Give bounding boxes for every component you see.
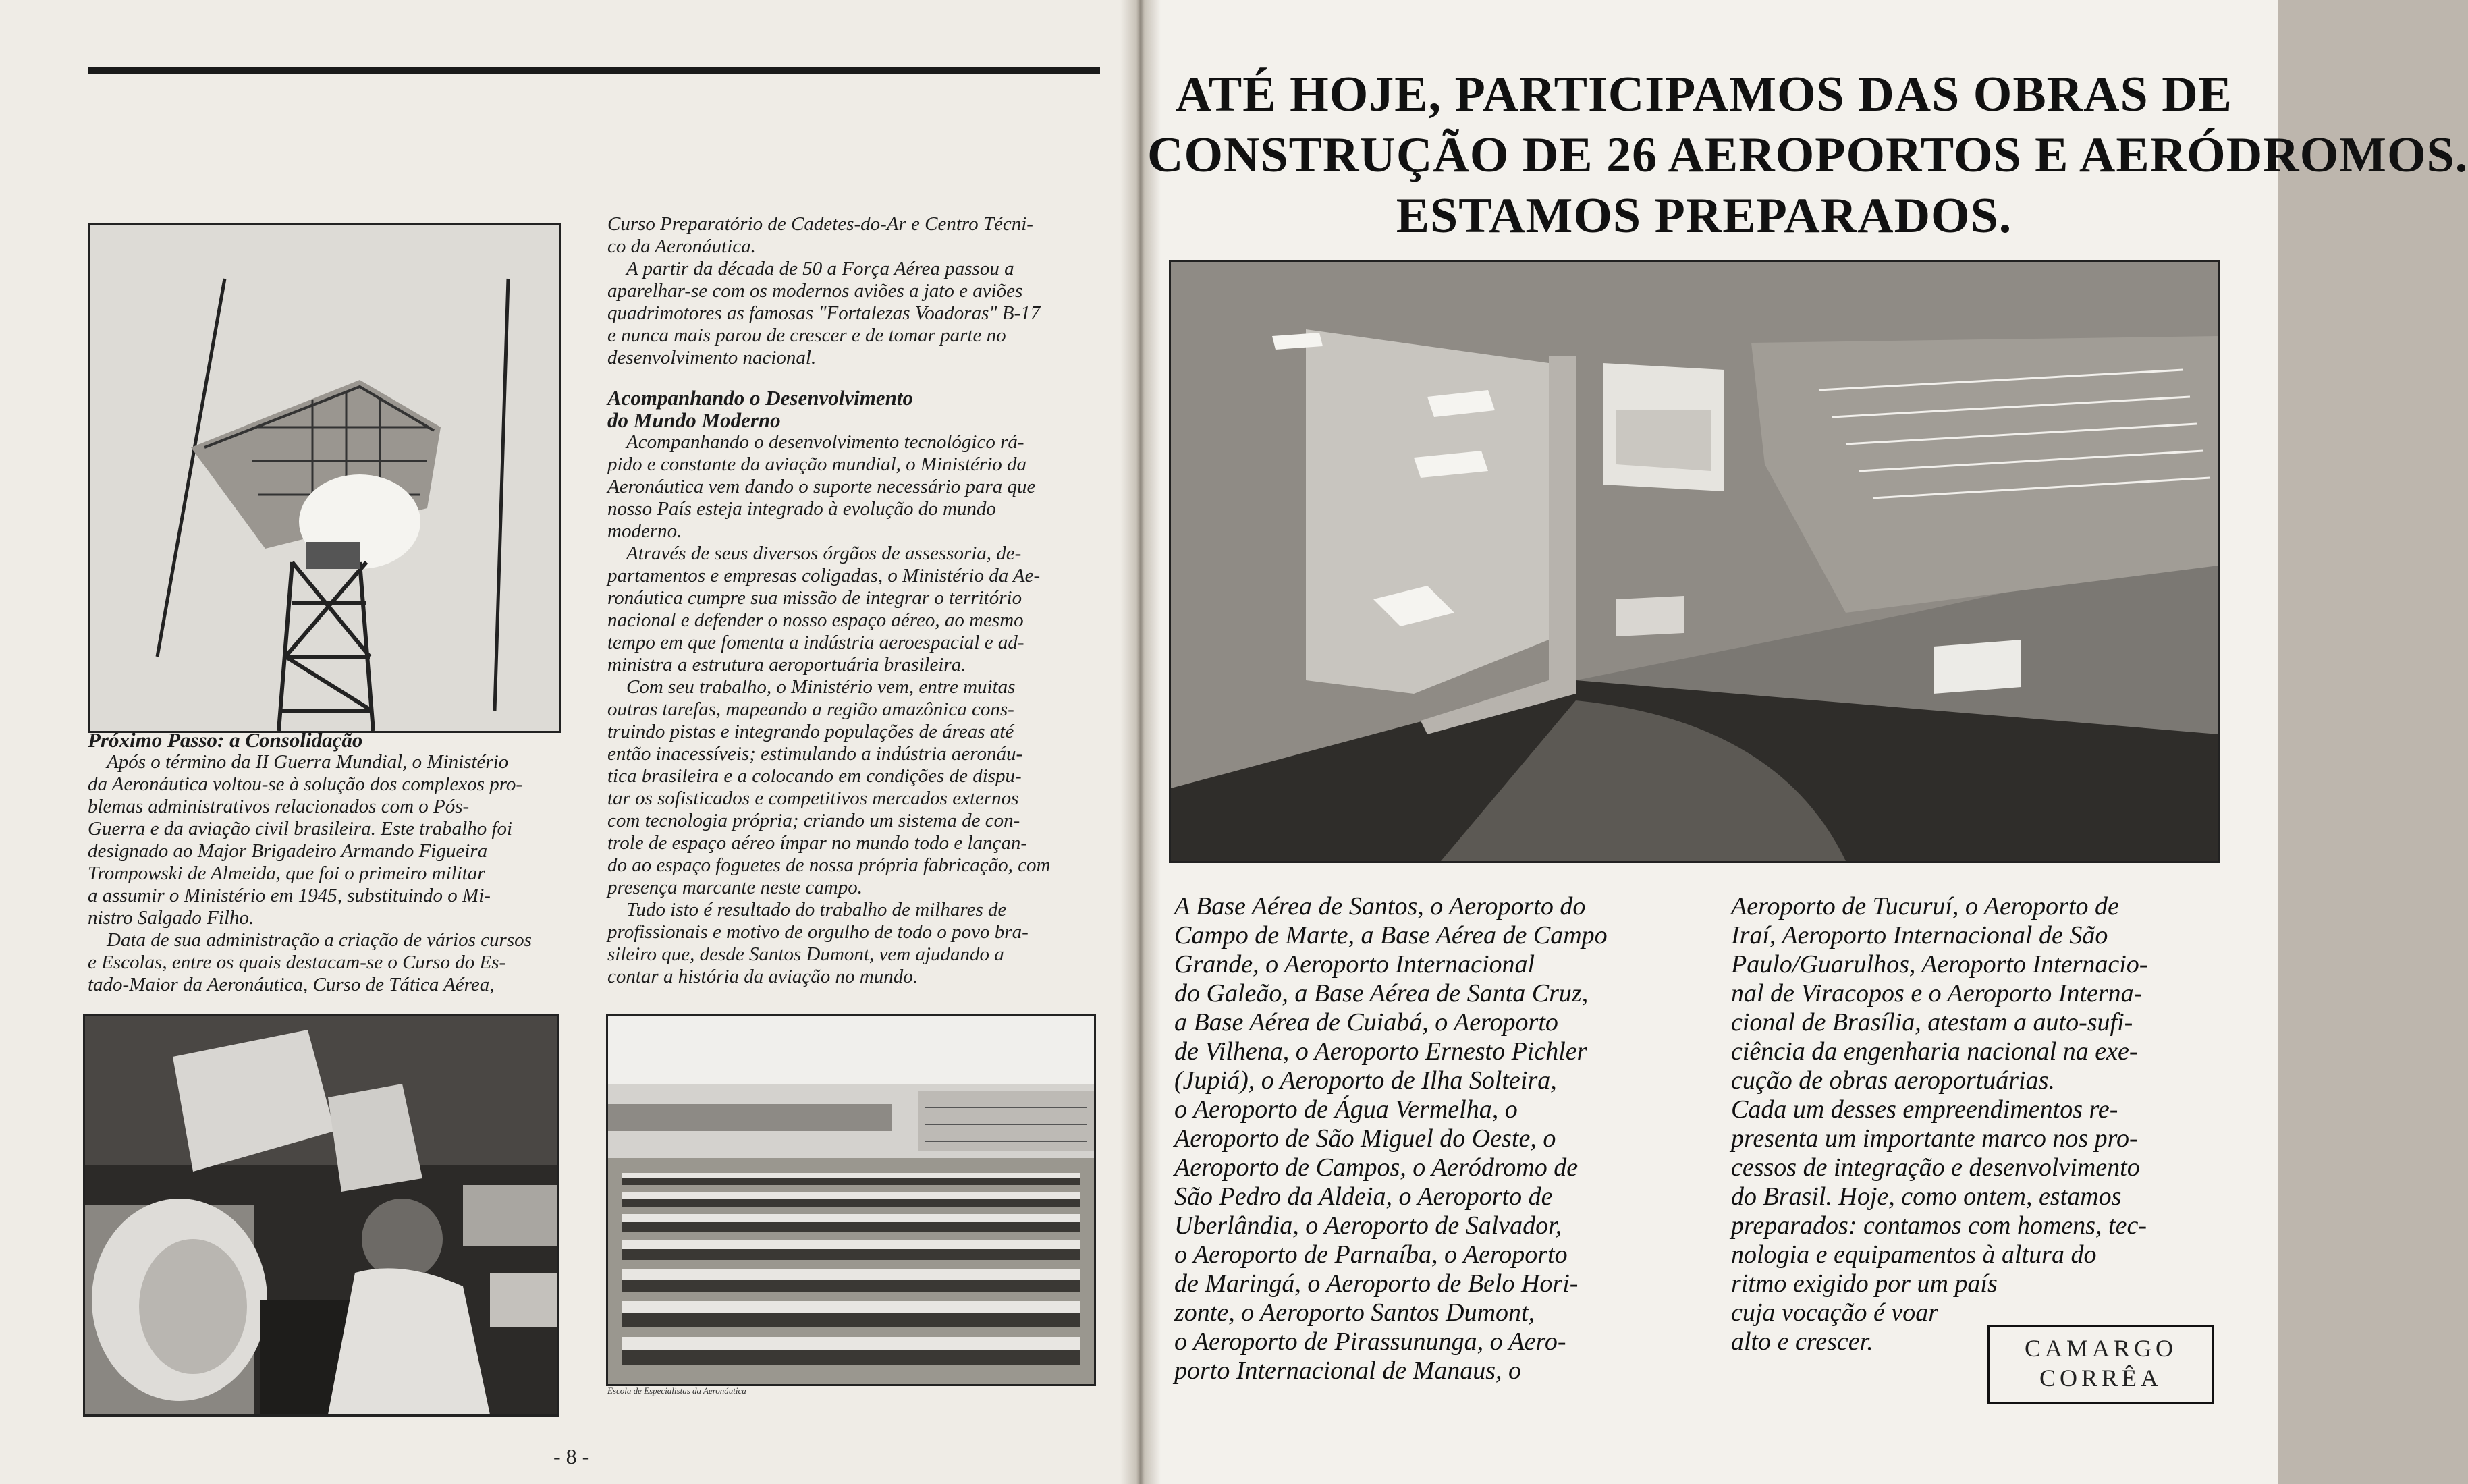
text-line: tar os sofisticados e competitivos mercados externos [607, 788, 1019, 809]
list-line: (Jupiá), o Aeroporto de Ilha Solteira, [1174, 1066, 1557, 1095]
text-line: outras tarefas, mapeando a região amazônica cons- [607, 698, 1014, 720]
text-line: pido e constante da aviação mundial, o Ministério da [607, 454, 1027, 475]
col1-paragraphs [88, 751, 550, 996]
text-line: Trompowski de Almeida, que foi o primeiro militar [88, 862, 485, 884]
text-line: Acompanhando o desenvolvimento tecnológico rá- [626, 431, 1024, 453]
camargo-correa-logo [1987, 1325, 2214, 1404]
list-line: cessos de integração e desenvolvimento [1731, 1153, 2140, 1182]
text-line: truindo pistas e integrando populações de áreas até [607, 721, 1014, 742]
list-line: nologia e equipamentos à altura do [1731, 1240, 2097, 1269]
text-line: Tudo isto é resultado do trabalho de milhares de [626, 899, 1007, 920]
headline-line: ESTAMOS PREPARADOS. [1396, 188, 2012, 244]
text-line: e nunca mais parou de crescer e de tomar parte no [607, 325, 1006, 346]
list-line: ritmo exigido por um país [1731, 1269, 1998, 1298]
list-line: Grande, o Aeroporto Internacional [1174, 950, 1535, 979]
text-line: presença marcante neste campo. [607, 877, 862, 898]
text-line: designado ao Major Brigadeiro Armando Figueira [88, 840, 488, 862]
text-line: então inacessíveis; estimulando a indústria aeronáu- [607, 743, 1023, 765]
text-line: aparelhar-se com os modernos aviões a jato e aviões [607, 280, 1023, 302]
list-line: cuja vocação é voar [1731, 1298, 1939, 1327]
control-room-photo [83, 1014, 559, 1417]
text-line: co da Aeronáutica. [607, 236, 756, 257]
text-line: blemas administrativos relacionados com o Pós- [88, 796, 470, 817]
list-line: presenta um importante marco nos pro- [1731, 1124, 2138, 1153]
text-line: Após o término da II Guerra Mundial, o Ministério [107, 751, 509, 773]
text-line: partamentos e empresas coligadas, o Ministério da Ae- [607, 565, 1041, 586]
text-line: A partir da década de 50 a Força Aérea passou a [626, 258, 1014, 279]
list-line: nal de Viracopos e o Aeroporto Interna- [1731, 979, 2143, 1008]
list-line: do Brasil. Hoje, como ontem, estamos [1731, 1182, 2122, 1211]
list-line: alto e crescer. [1731, 1327, 1873, 1356]
radar-antenna-photo [88, 223, 561, 733]
text-line: sileiro que, desde Santos Dumont, vem ajudando a [607, 943, 1004, 965]
text-line: trole de espaço aéreo ímpar no mundo todo e lançan- [607, 832, 1028, 854]
airport-list-col2 [1731, 892, 2244, 1356]
text-line: do ao espaço foguetes de nossa própria fabricação, com [607, 854, 1051, 876]
text-line: Com seu trabalho, o Ministério vem, entre muitas [626, 676, 1016, 698]
cadets-formation-photo [606, 1014, 1096, 1386]
aerial-airport-photo [1169, 260, 2220, 863]
text-line: com tecnologia própria; criando um sistema de con- [607, 810, 1020, 831]
logo-line-1: CAMARGO [2024, 1335, 2178, 1362]
text-line: Através de seus diversos órgãos de assessoria, de- [626, 543, 1022, 564]
airport-list-col1 [1174, 892, 1687, 1385]
list-line: Aeroporto de Tucuruí, o Aeroporto de [1731, 892, 2119, 920]
text-line: Curso Preparatório de Cadetes-do-Ar e Centro Técni- [607, 213, 1033, 235]
text-line: da Aeronáutica voltou-se à solução dos complexos pro- [88, 773, 523, 795]
list-line: do Galeão, a Base Aérea de Santa Cruz, [1174, 979, 1589, 1008]
middle-column-text [607, 213, 1087, 988]
text-line: tado-Maior da Aeronáutica, Curso de Tática Aérea, [88, 974, 495, 995]
list-line: A Base Aérea de Santos, o Aeroporto do [1174, 892, 1586, 920]
logo-line-2: CORRÊA [2039, 1365, 2163, 1392]
text-line: contar a história da aviação no mundo. [607, 966, 918, 987]
text-line: e Escolas, entre os quais destacam-se o Curso do Es- [88, 952, 506, 973]
photo-caption: Escola de Especialistas da Aeronáutica [607, 1385, 746, 1396]
list-line: ciência da engenharia nacional na exe- [1731, 1037, 2138, 1066]
list-line: a Base Aérea de Cuiabá, o Aeroporto [1174, 1008, 1558, 1037]
text-line: nacional e defender o nosso espaço aéreo, ao mesmo [607, 609, 1024, 631]
text-line: nistro Salgado Filho. [88, 907, 254, 929]
text-line: Aeronáutica vem dando o suporte necessário para que [607, 476, 1036, 497]
text-line: tempo em que fomenta a indústria aeroespacial e ad- [607, 632, 1024, 653]
list-line: zonte, o Aeroporto Santos Dumont, [1174, 1298, 1535, 1327]
list-line: Aeroporto de Campos, o Aeródromo de [1174, 1153, 1579, 1182]
list-line: o Aeroporto de Parnaíba, o Aeroporto [1174, 1240, 1568, 1269]
list-line: São Pedro da Aldeia, o Aeroporto de [1174, 1182, 1553, 1211]
left-column-text [88, 729, 550, 996]
headline [1147, 64, 2468, 246]
headline-line: ATÉ HOJE, PARTICIPAMOS DAS OBRAS DE [1175, 67, 2233, 122]
section-heading-modern-world-1: Acompanhando o Desenvolvimento [607, 386, 913, 410]
section-heading-consolidation: Próximo Passo: a Consolidação [88, 728, 363, 752]
text-line: Data de sua administração a criação de vários cursos [107, 929, 532, 951]
text-line: moderno. [607, 520, 682, 542]
text-line: ministra a estrutura aeroportuária brasileira. [607, 654, 966, 676]
text-line: Guerra e da aviação civil brasileira. Este trabalho foi [88, 818, 513, 840]
text-line: nosso País esteja integrado à evolução do mundo [607, 498, 996, 520]
list-line: cução de obras aeroportuárias. [1731, 1066, 2055, 1095]
list-line: Campo de Marte, a Base Aérea de Campo [1174, 921, 1608, 950]
text-line: ronáutica cumpre sua missão de integrar o território [607, 587, 1022, 609]
text-line: a assumir o Ministério em 1945, substituindo o Mi- [88, 885, 491, 906]
list-line: o Aeroporto de Água Vermelha, o [1174, 1095, 1518, 1124]
list-line: Aeroporto de São Miguel do Oeste, o [1174, 1124, 1556, 1153]
text-line: profissionais e motivo de orgulho de todo o povo bra- [607, 921, 1029, 943]
text-line: desenvolvimento nacional. [607, 347, 817, 368]
text-line: tica brasileira e a colocando em condições de dispu- [607, 765, 1022, 787]
list-line: Cada um desses empreendimentos re- [1731, 1095, 2118, 1124]
list-line: Uberlândia, o Aeroporto de Salvador, [1174, 1211, 1562, 1240]
headline-line: CONSTRUÇÃO DE 26 AEROPORTOS E AERÓDROMOS. [1147, 128, 2468, 183]
list-line: o Aeroporto de Pirassununga, o Aero- [1174, 1327, 1566, 1356]
list-line: porto Internacional de Manaus, o [1174, 1356, 1522, 1385]
top-rule [88, 67, 1100, 74]
list-line: cional de Brasília, atestam a auto-sufi- [1731, 1008, 2133, 1037]
section-heading-modern-world-2: do Mundo Moderno [607, 408, 781, 432]
list-line: preparados: contamos com homens, tec- [1731, 1211, 2147, 1240]
list-line: de Vilhena, o Aeroporto Ernesto Pichler [1174, 1037, 1587, 1066]
text-line: quadrimotores as famosas "Fortalezas Voadoras" B-17 [607, 302, 1041, 324]
list-line: Paulo/Guarulhos, Aeroporto Internacio- [1731, 950, 2148, 979]
page-number: - 8 - [553, 1444, 590, 1468]
list-line: Iraí, Aeroporto Internacional de São [1731, 921, 2108, 950]
list-line: de Maringá, o Aeroporto de Belo Hori- [1174, 1269, 1579, 1298]
